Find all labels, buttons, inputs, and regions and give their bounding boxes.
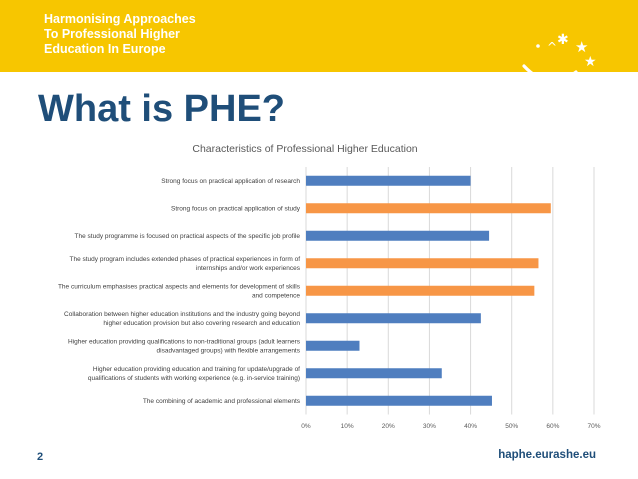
category-label: Collaboration between higher education institutions and the industry going beyond: [64, 310, 300, 318]
svg-text:✱: ✱: [557, 32, 569, 48]
project-title-line-2: To Professional Higher: [44, 27, 180, 41]
category-label: and competence: [251, 292, 300, 300]
page-number: 2: [37, 451, 44, 463]
bar: [306, 368, 442, 378]
bar: [306, 231, 489, 241]
svg-text:★: ★: [584, 54, 597, 70]
bar: [306, 313, 481, 323]
bar: [306, 396, 492, 406]
slide-title: What is PHE?: [38, 88, 286, 130]
category-label: Higher education providing education and training for update/upgrade of: [92, 365, 300, 373]
bar-chart: [0, 160, 638, 440]
x-tick-label: 10%: [340, 423, 354, 430]
x-tick-label: 70%: [587, 423, 601, 430]
category-label: The curriculum emphasises practical aspects and elements for development of skills: [57, 283, 300, 291]
x-tick-label: 40%: [464, 423, 478, 430]
svg-text:★: ★: [575, 38, 589, 56]
bar: [306, 286, 534, 296]
project-title-line-1: Harmonising Approaches: [44, 12, 196, 26]
category-label: Strong focus on practical application of study: [171, 205, 300, 213]
chart-title: Characteristics of Professional Higher Education: [192, 143, 418, 155]
bar: [306, 341, 359, 351]
project-title: [44, 12, 304, 57]
bar: [306, 176, 471, 186]
category-label: disadvantaged groups) with flexible arrangements: [156, 347, 300, 355]
category-label: qualifications of students with working experience (e.g. in-service training): [87, 374, 300, 382]
x-tick-label: 50%: [505, 423, 519, 430]
category-label: Higher education providing qualifications to non-traditional groups (adult learners: [68, 338, 300, 346]
category-label: The study programme is focused on practical aspects of the specific job profile: [74, 232, 300, 240]
category-label: The study program includes extended phases of practical experiences in form of: [69, 255, 300, 263]
x-tick-label: 0%: [301, 423, 311, 430]
category-label: Strong focus on practical application of research: [161, 177, 300, 185]
category-label: The combining of academic and professional elements: [142, 397, 300, 405]
category-label: higher education provision but also covering research and education: [103, 319, 300, 327]
x-tick-label: 60%: [546, 423, 560, 430]
project-title-line-3: Education In Europe: [44, 42, 166, 56]
header-banner: [0, 0, 638, 72]
x-tick-label: 30%: [422, 423, 436, 430]
bar: [306, 258, 538, 268]
bar: [306, 203, 551, 213]
website-link[interactable]: haphe.eurashe.eu: [498, 449, 596, 461]
eu-stars-logo-icon: [520, 22, 610, 92]
svg-text:^: ^: [547, 40, 558, 54]
x-tick-label: 20%: [381, 423, 395, 430]
category-label: internships and/or work experiences: [195, 264, 300, 272]
